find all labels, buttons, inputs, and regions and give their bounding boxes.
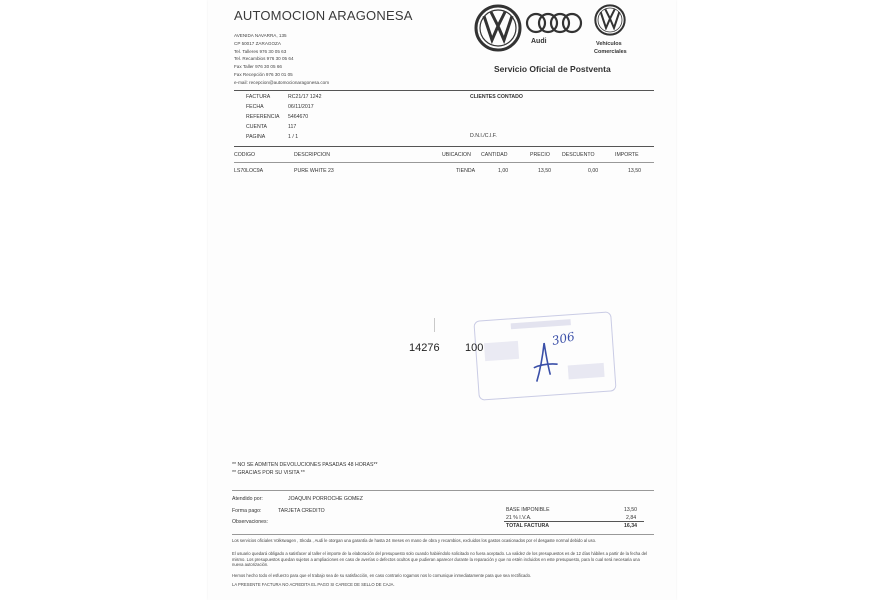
company-name: AUTOMOCION ARAGONESA [234,8,413,23]
invoice-reference: 5464670 [288,114,309,120]
legal-warranty: Los servicios oficiales Volkswagen , Skoda , Audi le otorgan una garantía de hasta 24 meses en mano de obra y recambios, excluidos los gastos ocasionados por el desgaste normal debido al uso. [232,538,597,543]
company-fax-line: Fax Taller 976 30 05 66 [234,64,282,69]
client-type: CLIENTES CONTADO [470,94,523,100]
row-descuento: 0,00 [588,168,599,174]
invoice-account: 117 [288,124,297,130]
total-value: 16,34 [624,523,637,529]
field-label: PAGINA [246,134,266,140]
legal-satisfaction: Hemos hecho todo el esfuerzo para que el trabajo sea de su satisfacción, en caso contrario rogamos nos lo comunique inmediatamente para que sea rectificado. [232,573,532,578]
field-label: CUENTA [246,124,267,130]
dni-label: D.N.I./C.I.F. [470,133,497,139]
column-header-descripcion: DESCRIPCION [294,152,331,158]
invoice-date: 06/11/2017 [288,104,314,110]
row-descripcion: PURE WHITE 23 [294,168,334,174]
attended-by-value: JOAQUIN PORROCHE GOMEZ [288,496,363,502]
column-header-precio: PRECIO [530,152,550,158]
divider [504,521,644,522]
total-label: TOTAL FACTURA [506,523,549,529]
vat-value: 2,84 [626,515,637,521]
payment-method-value: TARJETA CREDITO [278,508,325,514]
faint-pen-mark [434,318,439,332]
column-header-importe: IMPORTE [615,152,639,158]
overlay-number-left: 14276 [409,342,440,354]
divider [232,490,654,491]
column-header-codigo: CODIGO [234,152,256,158]
divider [234,90,654,91]
vw-commercial-label: Vehículos [596,41,622,47]
service-title: Servicio Oficial de Postventa [494,64,611,74]
overlay-number-right: 100 [465,342,484,354]
row-ubicacion: TIENDA [456,168,476,174]
observations-label: Observaciones: [232,519,269,525]
volkswagen-commercial-logo-icon [594,4,626,36]
note-thanks: ** GRACIAS POR SU VISITA ** [232,470,305,476]
divider [232,534,654,535]
volkswagen-logo-icon [474,4,522,52]
company-phone-line: Tel. Talleres 976 30 05 63 [234,49,287,54]
field-label: FACTURA [246,94,271,100]
company-email-line: e-mail: recepcion@automocionaragonesa.com [234,80,330,85]
legal-payment-note: LA PRESENTE FACTURA NO ACREDITA EL PAGO SI CARECE DE SELLO DE CAJA. [232,582,395,587]
company-address-line: AVENIDA NAVARRA, 135 [234,33,287,38]
stamp-handwritten-number: 306 [550,329,576,348]
audi-label: Audi [531,38,547,45]
column-header-cantidad: CANTIDAD [481,152,508,158]
company-address-line: CP 50017 ZARAGOZA [234,41,281,46]
field-label: FECHA [246,104,264,110]
company-phone-line: Tel. Recambios 976 30 05 64 [234,56,294,61]
invoice-number: RC21/17 1242 [288,94,322,100]
divider [234,146,654,147]
invoice-page-number: 1 / 1 [288,134,299,140]
payment-method-label: Forma pago: [232,508,262,514]
row-codigo: LS70LOC9A [234,168,264,174]
company-fax-line: Fax Recepción 976 30 01 05 [234,72,293,77]
row-cantidad: 1,00 [498,168,509,174]
row-importe: 13,50 [628,168,641,174]
base-label: BASE IMPONIBLE [506,507,550,513]
field-label: REFERENCIA [246,114,280,120]
note-no-returns: ** NO SE ADMITEN DEVOLUCIONES PASADAS 48 HORAS** [232,462,378,468]
attended-by-label: Atendido por: [232,496,263,502]
column-header-descuento: DESCUENTO [562,152,595,158]
column-header-ubicacion: UBICACION [442,152,471,158]
divider [234,162,654,163]
audi-rings-logo-icon [524,10,584,36]
legal-budget: El usuario quedará obligado a satisfacer al taller el importe de la elaboración del presupuesto solo cuando habiéndolo solicitado no fuera aceptado. La validez de los presupuestos es de 12 días hábiles a partir de la fecha del mismo. Los presupuestos quedan sujetos a ampliaciones en caso de averías o defectos ocultos que pudieran aparecer durante la reparación y que no estén incluidos en este presupuesto, para lo cual será necesaria una nueva autorización. [232,551,648,568]
payment-stamp [473,311,616,400]
vat-label: 21 % I.V.A. [506,515,532,521]
base-value: 13,50 [624,507,637,513]
vw-commercial-label: Comerciales [594,49,627,55]
row-precio: 13,50 [538,168,551,174]
